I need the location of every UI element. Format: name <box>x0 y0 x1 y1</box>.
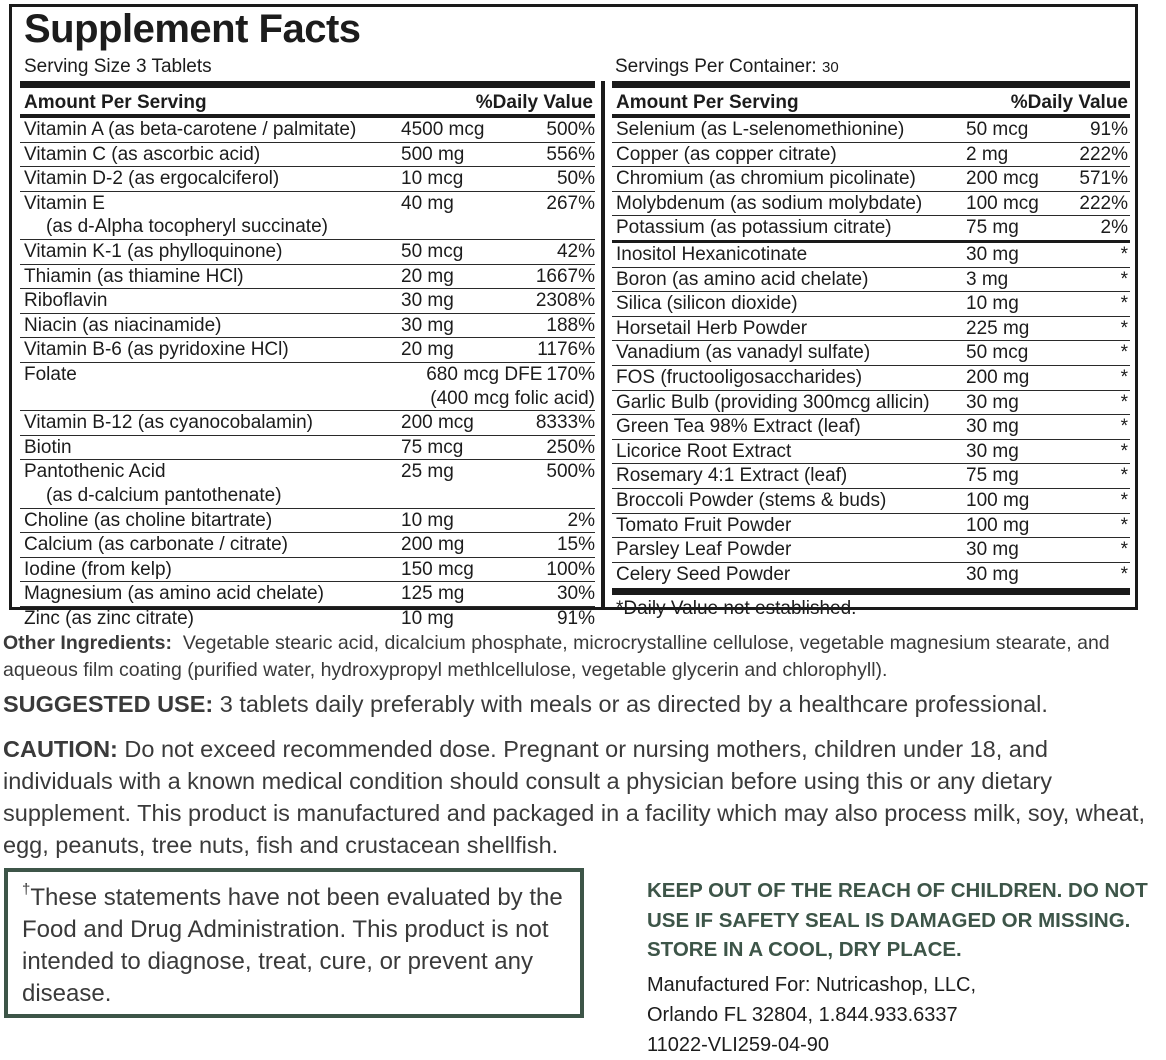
nutrient-amount: 50 mcg <box>966 119 1029 140</box>
nutrient-name: Garlic Bulb (providing 300mcg allicin) <box>616 391 930 413</box>
suggested-use-text: 3 tablets daily preferably with meals or as directed by a healthcare professional. <box>219 691 1048 717</box>
nutrient-daily-value: 42% <box>556 240 595 262</box>
nutrient-daily-value: 91% <box>1089 119 1128 140</box>
nutrient-name: FOS (fructooligosaccharides) <box>616 366 863 388</box>
nutrient-amount: 125 mg <box>401 583 465 605</box>
nutrient-name: Licorice Root Extract <box>616 440 792 462</box>
nutrient-amount: 30 mg <box>401 314 454 336</box>
nutrient-daily-value: * <box>1120 489 1128 511</box>
nutrient-amount: 40 mg <box>401 192 454 214</box>
nutrient-daily-value: 500% <box>546 461 595 483</box>
nutrient-amount: 10 mg <box>401 607 454 629</box>
nutrient-name: Vitamin E <box>24 192 105 214</box>
header-amount-per-serving: Amount Per Serving <box>616 92 799 113</box>
nutrient-amount: 2 mg <box>966 143 1009 165</box>
amount-dv-line <box>426 363 595 387</box>
nutrient-daily-value: * <box>1120 391 1128 413</box>
nutrient-name-cell <box>616 440 966 464</box>
nutrient-daily-value: 2% <box>567 509 595 531</box>
caution <box>3 733 1163 861</box>
table-row <box>612 341 1130 366</box>
nutrient-daily-value: * <box>1120 366 1128 388</box>
nutrient-amount: 150 mcg <box>401 558 474 580</box>
table-row <box>612 216 1130 243</box>
nutrient-daily-value: 2% <box>1100 217 1128 239</box>
nutrient-name-cell <box>616 366 966 390</box>
table-row <box>20 118 595 143</box>
nutrient-amount: 30 mg <box>966 539 1019 561</box>
nutrient-amount: 75 mcg <box>401 436 464 458</box>
nutrient-form: (as d-calcium pantothenate) <box>46 484 282 506</box>
nutrient-name-cell <box>24 118 401 142</box>
nutrient-name: Vitamin C (as ascorbic acid) <box>24 143 261 165</box>
nutrient-daily-value: * <box>1120 293 1128 315</box>
nutrient-name: Molybdenum (as sodium molybdate) <box>616 192 923 214</box>
suggested-use <box>3 688 1163 720</box>
panel-title: Supplement Facts <box>24 7 361 51</box>
nutrient-name-cell <box>24 167 401 191</box>
table-row <box>612 415 1130 440</box>
nutrient-name: Biotin <box>24 436 72 458</box>
nutrient-name: Chromium (as chromium picolinate) <box>616 168 916 190</box>
table-row <box>20 314 595 339</box>
nutrient-amount: 100 mcg <box>966 192 1039 214</box>
nutrient-daily-value: 250% <box>546 436 595 458</box>
table-row <box>612 489 1130 514</box>
dagger-symbol: † <box>22 881 31 898</box>
nutrient-name: Copper (as copper citrate) <box>616 143 837 165</box>
suggested-use-label: SUGGESTED USE: <box>3 691 214 717</box>
table-row <box>20 460 595 508</box>
disclaimer-text: These statements have not been evaluated by the Food and Drug Administration. This product is not intended to diagnose, treat, cure, or prevent any disease. <box>22 884 563 1007</box>
table-row <box>20 363 595 411</box>
nutrient-daily-value: 556% <box>546 143 595 165</box>
table-row <box>20 265 595 290</box>
nutrient-name-cell <box>616 391 966 415</box>
nutrient-name: Choline (as choline bitartrate) <box>24 509 273 531</box>
nutrient-daily-value: * <box>1120 563 1128 585</box>
table-row <box>20 167 595 192</box>
caution-label: CAUTION: <box>3 736 118 762</box>
caution-text: Do not exceed recommended dose. Pregnant or nursing mothers, children under 18, and individuals with a known medical condition should consult a physician before using this or any dietary supplement. This product is manufactured and packaged in a facility which may also process milk, soy, wheat, egg, peanuts, tree nuts, fish and crustacean shellfish. <box>3 736 1146 858</box>
table-row <box>612 391 1130 416</box>
nutrient-amount: 30 mg <box>966 391 1019 413</box>
nutrient-daily-value: * <box>1120 342 1128 364</box>
table-row <box>612 563 1130 587</box>
nutrient-name-cell <box>24 192 401 239</box>
nutrient-name: Calcium (as carbonate / citrate) <box>24 534 288 556</box>
nutrient-name-cell <box>616 415 966 439</box>
fda-disclaimer <box>4 868 584 1018</box>
nutrient-name: Boron (as amino acid chelate) <box>616 268 869 290</box>
nutrient-name: Celery Seed Powder <box>616 563 791 585</box>
nutrient-amount: 30 mg <box>966 440 1019 462</box>
serving-size: Serving Size 3 Tablets <box>24 56 212 77</box>
nutrient-daily-value: 222% <box>1079 192 1128 214</box>
table-row <box>20 240 595 265</box>
safety-warning: KEEP OUT OF THE REACH OF CHILDREN. DO NOT USE IF SAFETY SEAL IS DAMAGED OR MISSING. STORE IN A COOL, DRY PLACE. <box>647 879 1148 961</box>
divider-bar <box>612 588 1130 595</box>
nutrient-name: Vanadium (as vanadyl sulfate) <box>616 342 871 364</box>
nutrient-daily-value: * <box>1120 539 1128 561</box>
servings-per-container-value: 30 <box>822 59 839 76</box>
nutrient-amount: 75 mg <box>966 465 1019 487</box>
nutrient-daily-value: 50% <box>556 168 595 190</box>
nutrient-name-cell <box>24 460 401 507</box>
nutrient-amount: 50 mcg <box>966 342 1029 364</box>
nutrient-name: Parsley Leaf Powder <box>616 539 792 561</box>
nutrient-name-cell <box>616 192 966 216</box>
nutrient-name: Iodine (from kelp) <box>24 558 172 580</box>
nutrient-daily-value: * <box>1120 268 1128 290</box>
nutrient-table-right <box>612 81 1130 620</box>
nutrient-amount: 30 mg <box>966 416 1019 438</box>
nutrient-name-cell <box>616 292 966 316</box>
nutrient-daily-value: 2308% <box>535 290 595 312</box>
nutrient-name: Broccoli Powder (stems & buds) <box>616 489 887 511</box>
table-row <box>20 533 595 558</box>
divider-bar <box>20 81 595 88</box>
nutrient-amount: 200 mg <box>966 366 1030 388</box>
nutrient-name-cell <box>616 489 966 513</box>
nutrient-name-cell <box>616 563 966 587</box>
nutrient-daily-value: 267% <box>546 192 595 214</box>
nutrient-name-cell <box>24 509 401 533</box>
nutrient-name-cell <box>616 464 966 488</box>
nutrient-name: Rosemary 4:1 Extract (leaf) <box>616 465 848 487</box>
other-ingredients <box>3 630 1163 684</box>
nutrient-name-cell <box>24 582 401 606</box>
nutrient-name: Thiamin (as thiamine HCl) <box>24 265 244 287</box>
servings-per-container-label: Servings Per Container: <box>615 56 817 77</box>
table-row <box>612 268 1130 293</box>
table-row <box>612 317 1130 342</box>
nutrient-name-cell <box>616 341 966 365</box>
amount-dv-cell <box>426 363 595 410</box>
table-row <box>612 118 1130 143</box>
nutrient-daily-value: 1667% <box>535 265 595 287</box>
nutrient-name: Vitamin A (as beta-carotene / palmitate) <box>24 119 357 140</box>
nutrient-name: Vitamin K-1 (as phylloquinone) <box>24 240 283 262</box>
nutrient-name-cell <box>616 216 966 240</box>
table-row <box>20 509 595 534</box>
nutrient-amount: 225 mg <box>966 317 1030 339</box>
nutrient-amount: 30 mg <box>401 290 454 312</box>
nutrient-daily-value: 188% <box>546 314 595 336</box>
nutrient-name-cell <box>616 317 966 341</box>
nutrient-name: Inositol Hexanicotinate <box>616 243 808 265</box>
nutrient-daily-value: * <box>1120 317 1128 339</box>
divider-bar <box>612 81 1130 88</box>
nutrient-name: Vitamin B-12 (as cyanocobalamin) <box>24 412 314 434</box>
nutrient-name: Magnesium (as amino acid chelate) <box>24 583 324 605</box>
nutrient-daily-value: 8333% <box>535 412 595 434</box>
nutrient-amount: 680 mcg DFE <box>426 363 543 385</box>
nutrient-amount: 30 mg <box>966 563 1019 585</box>
header-daily-value: %Daily Value <box>475 92 593 113</box>
header-daily-value: %Daily Value <box>1010 92 1128 113</box>
table-row <box>20 411 595 436</box>
table-row <box>612 243 1130 268</box>
nutrient-amount: 10 mcg <box>401 168 464 190</box>
nutrient-daily-value: * <box>1120 416 1128 438</box>
nutrient-name-cell <box>616 167 966 191</box>
nutrient-daily-value: * <box>1120 465 1128 487</box>
nutrient-name: Selenium (as L-selenomethionine) <box>616 119 905 140</box>
other-ingredients-text: Vegetable stearic acid, dicalcium phosphate, microcrystalline cellulose, vegetable magnesium stearate, and aqueous film coating (purified water, hydroxypropyl methlcellulose, vegetable glycerin and chlorophyll). <box>3 632 1110 681</box>
nutrient-name-cell <box>24 143 401 167</box>
nutrient-daily-value: 30% <box>556 583 595 605</box>
nutrient-daily-value: 100% <box>546 558 595 580</box>
nutrient-table-left <box>20 81 595 630</box>
nutrient-name: Zinc (as zinc citrate) <box>24 607 194 629</box>
nutrient-name: Pantothenic Acid <box>24 461 166 483</box>
table-row <box>20 582 595 607</box>
table-row <box>612 192 1130 217</box>
nutrient-name-cell <box>24 289 401 313</box>
other-ingredients-label: Other Ingredients: <box>3 632 173 654</box>
nutrient-name-cell <box>616 143 966 167</box>
nutrient-amount: 500 mg <box>401 143 465 165</box>
column-divider <box>601 81 605 609</box>
nutrient-name: Niacin (as niacinamide) <box>24 314 222 336</box>
nutrient-form: (as d-Alpha tocopheryl succinate) <box>46 216 328 238</box>
table-header <box>612 88 1130 118</box>
table-row <box>20 558 595 583</box>
header-amount-per-serving: Amount Per Serving <box>24 92 207 113</box>
nutrient-daily-value: * <box>1120 514 1128 536</box>
nutrient-name-cell <box>24 240 401 264</box>
nutrient-daily-value: * <box>1120 440 1128 462</box>
manufacturer-info <box>647 970 976 1060</box>
nutrient-name-cell <box>24 338 401 362</box>
nutrient-amount: 10 mg <box>966 293 1019 315</box>
table-row <box>612 366 1130 391</box>
product-code: 11022-VLI259-04-90 <box>647 1034 829 1056</box>
table-row <box>20 338 595 363</box>
nutrient-name: Riboflavin <box>24 290 108 312</box>
nutrient-name: Horsetail Herb Powder <box>616 317 808 339</box>
nutrient-amount: 100 mg <box>966 514 1030 536</box>
nutrient-daily-value: 500% <box>546 119 595 140</box>
nutrient-amount: 20 mg <box>401 265 454 287</box>
nutrient-amount: 200 mg <box>401 534 465 556</box>
nutrient-daily-value: 1176% <box>537 339 595 361</box>
nutrient-name: Silica (silicon dioxide) <box>616 293 798 315</box>
nutrient-amount: 100 mg <box>966 489 1030 511</box>
nutrient-daily-value: 571% <box>1079 168 1128 190</box>
nutrient-daily-value: 222% <box>1079 143 1128 165</box>
table-row <box>612 538 1130 563</box>
table-row <box>612 464 1130 489</box>
nutrient-amount: 75 mg <box>966 217 1019 239</box>
manufacturer-address: Orlando FL 32804, 1.844.933.6337 <box>647 1004 958 1026</box>
nutrient-name: Tomato Fruit Powder <box>616 514 792 536</box>
nutrient-daily-value: 91% <box>556 607 595 629</box>
nutrient-amount: 4500 mcg <box>401 119 485 140</box>
nutrient-name-cell <box>24 265 401 289</box>
nutrient-name-cell <box>24 533 401 557</box>
nutrient-daily-value: * <box>1120 243 1128 265</box>
nutrient-name-cell <box>24 607 401 631</box>
nutrient-name: Folate <box>24 363 77 385</box>
nutrient-amount: 20 mg <box>401 339 454 361</box>
nutrient-amount: 200 mcg <box>966 168 1039 190</box>
servings-per-container <box>615 56 839 78</box>
nutrient-daily-value: 15% <box>556 534 595 556</box>
nutrient-name: Vitamin D-2 (as ergocalciferol) <box>24 168 280 190</box>
nutrient-amount: 3 mg <box>966 268 1009 290</box>
supplement-facts-panel <box>9 4 1138 629</box>
daily-value-footnote: *Daily Value not established. <box>616 598 857 620</box>
table-row <box>20 192 595 240</box>
table-row <box>612 440 1130 465</box>
table-row <box>612 514 1130 539</box>
nutrient-amount: 25 mg <box>401 461 454 483</box>
nutrient-name-cell <box>616 514 966 538</box>
manufacturer-line: Manufactured For: Nutricashop, LLC, <box>647 974 977 996</box>
nutrient-name-cell <box>24 436 401 460</box>
nutrient-name: Vitamin B-6 (as pyridoxine HCl) <box>24 339 289 361</box>
nutrient-name: Green Tea 98% Extract (leaf) <box>616 416 861 438</box>
nutrient-name-cell <box>616 268 966 292</box>
table-row <box>612 167 1130 192</box>
table-row <box>612 292 1130 317</box>
nutrient-name-cell <box>616 118 966 142</box>
nutrient-name: Potassium (as potassium citrate) <box>616 217 892 239</box>
table-row <box>20 143 595 168</box>
nutrient-amount: 50 mcg <box>401 240 464 262</box>
nutrient-name-cell <box>24 558 401 582</box>
nutrient-name-cell <box>24 314 401 338</box>
nutrient-amount: 10 mg <box>401 509 454 531</box>
nutrient-sub-amount: (400 mcg folic acid) <box>430 387 595 409</box>
table-header <box>20 88 595 118</box>
table-row <box>20 436 595 461</box>
table-row <box>20 289 595 314</box>
nutrient-daily-value: 170% <box>546 363 595 385</box>
nutrient-name-cell <box>24 363 426 410</box>
table-row <box>20 607 595 631</box>
nutrient-name-cell <box>616 243 966 267</box>
nutrient-amount: 200 mcg <box>401 412 474 434</box>
table-row <box>612 143 1130 168</box>
nutrient-name-cell <box>616 538 966 562</box>
nutrient-name-cell <box>24 411 401 435</box>
nutrient-amount: 30 mg <box>966 243 1019 265</box>
